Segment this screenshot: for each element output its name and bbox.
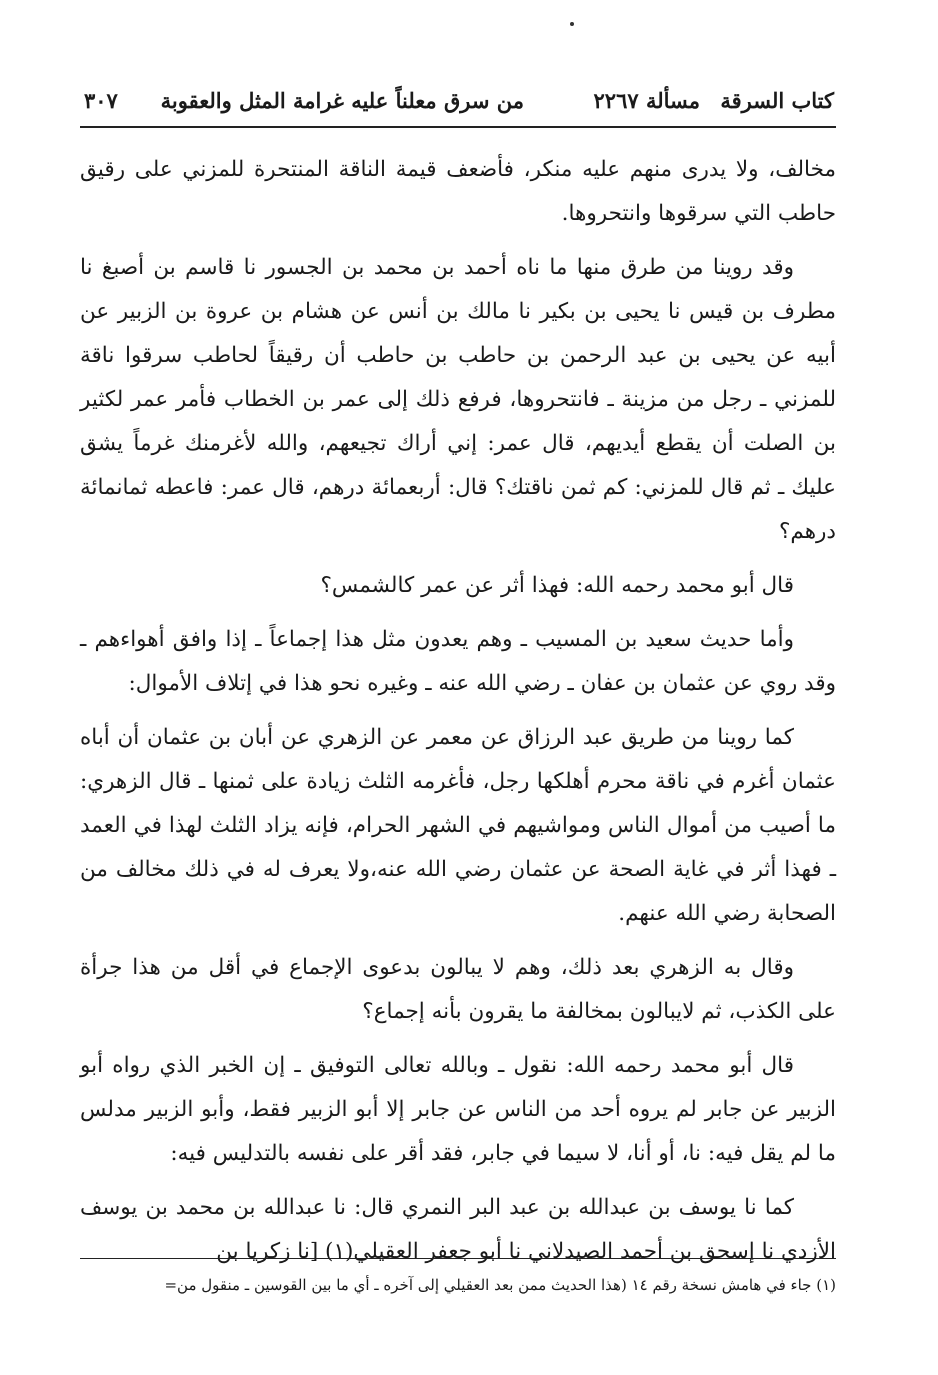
main-text bbox=[80, 148, 836, 1284]
paragraph-2: وقد روينا من طرق منها ما ناه أحمد بن محمد بن الجسور نا قاسم بن أصبغ نا مطرف بن قيس نا يحيى بن بكير نا مالك بن أنس عن هشام بن عروة بن الزبير عن أبيه عن يحيى بن عبد الرحمن بن حاطب بن حاطب أن رقيقاً لحاطب سرقوا ناقة للمزني ـ رجل من مزينة ـ فانتحروها، فرفع ذلك إلى عمر بن الخطاب فأمر عمر لكثير بن الصلت أن يقطع أيديهم، قال عمر: إني أراك تجيعهم، والله لأغرمنك غرماً يشق عليك ـ ثم قال للمزني: كم ثمن ناقتك؟ قال: أربعمائة درهم، قال عمر: فاعطه ثمانمائة درهم؟ bbox=[80, 255, 836, 544]
header-book-title: كتاب السرقة bbox=[720, 88, 834, 113]
paragraph-5: كما روينا من طريق عبد الرزاق عن معمر عن الزهري عن أبان بن عثمان أن أباه عثمان أغرم في ناقة محرم أهلكها رجل، فأغرمه الثلث زيادة على ثمنها ـ قال الزهري: ما أصيب من أموال الناس ومواشيهم في الشهر الحرام، فإنه يزاد الثلث لهذا في العمد ـ فهذا أثر في غاية الصحة عن عثمان رضي الله عنه،ولا يعرف له في ذلك مخالف من الصحابة رضي الله عنهم. bbox=[80, 725, 836, 926]
page-number: ٣٠٧ bbox=[84, 88, 118, 113]
footnote-divider bbox=[80, 1258, 836, 1259]
paragraph-6: وقال به الزهري بعد ذلك، وهم لا يبالون بدعوى الإجماع في أقل من هذا جرأة على الكذب، ثم لايبالون بمخالفة ما يقرون بأنه إجماع؟ bbox=[80, 955, 836, 1024]
running-header bbox=[80, 82, 836, 128]
header-issue-number: مسألة ٢٢٦٧ bbox=[593, 88, 700, 113]
paragraph-3: قال أبو محمد رحمه الله: فهذا أثر عن عمر كالشمس؟ bbox=[320, 573, 794, 598]
print-speck bbox=[570, 22, 574, 26]
paragraph-4: وأما حديث سعيد بن المسيب ـ وهم يعدون مثل هذا إجماعاً ـ إذا وافق أهواءهم ـ وقد روي عن عثمان بن عفان ـ رضي الله عنه ـ وغيره نحو هذا في إتلاف الأموال: bbox=[80, 627, 836, 696]
header-issue-title: من سرق معلناً عليه غرامة المثل والعقوبة bbox=[160, 88, 524, 113]
paragraph-7: قال أبو محمد رحمه الله: نقول ـ وبالله تعالى التوفيق ـ إن الخبر الذي رواه أبو الزبير عن جابر لم يروه أحد من الناس عن جابر إلا أبو الزبير فقط، وأبو الزبير مدلس ما لم يقل فيه: نا، أو أنا، لا سيما في جابر، فقد أقر على نفسه بالتدليس فيه: bbox=[80, 1053, 836, 1166]
paragraph-8: كما نا يوسف بن عبدالله بن عبد البر النمري قال: نا عبدالله بن محمد بن يوسف الأزدي نا إسحق بن أحمد الصيدلاني نا أبو جعفر العقيلي(١) [نا زكريا بن bbox=[80, 1195, 836, 1264]
paragraph-1: مخالف، ولا يدرى منهم عليه منكر، فأضعف قيمة الناقة المنتحرة للمزني على رقيق حاطب التي سرقوها وانتحروها. bbox=[80, 157, 836, 226]
footnote: (١) جاء في هامش نسخة رقم ١٤ (هذا الحديث ممن بعد العقيلي إلى آخره ـ أي ما بين القوسين ـ منقول من= bbox=[164, 1276, 836, 1294]
